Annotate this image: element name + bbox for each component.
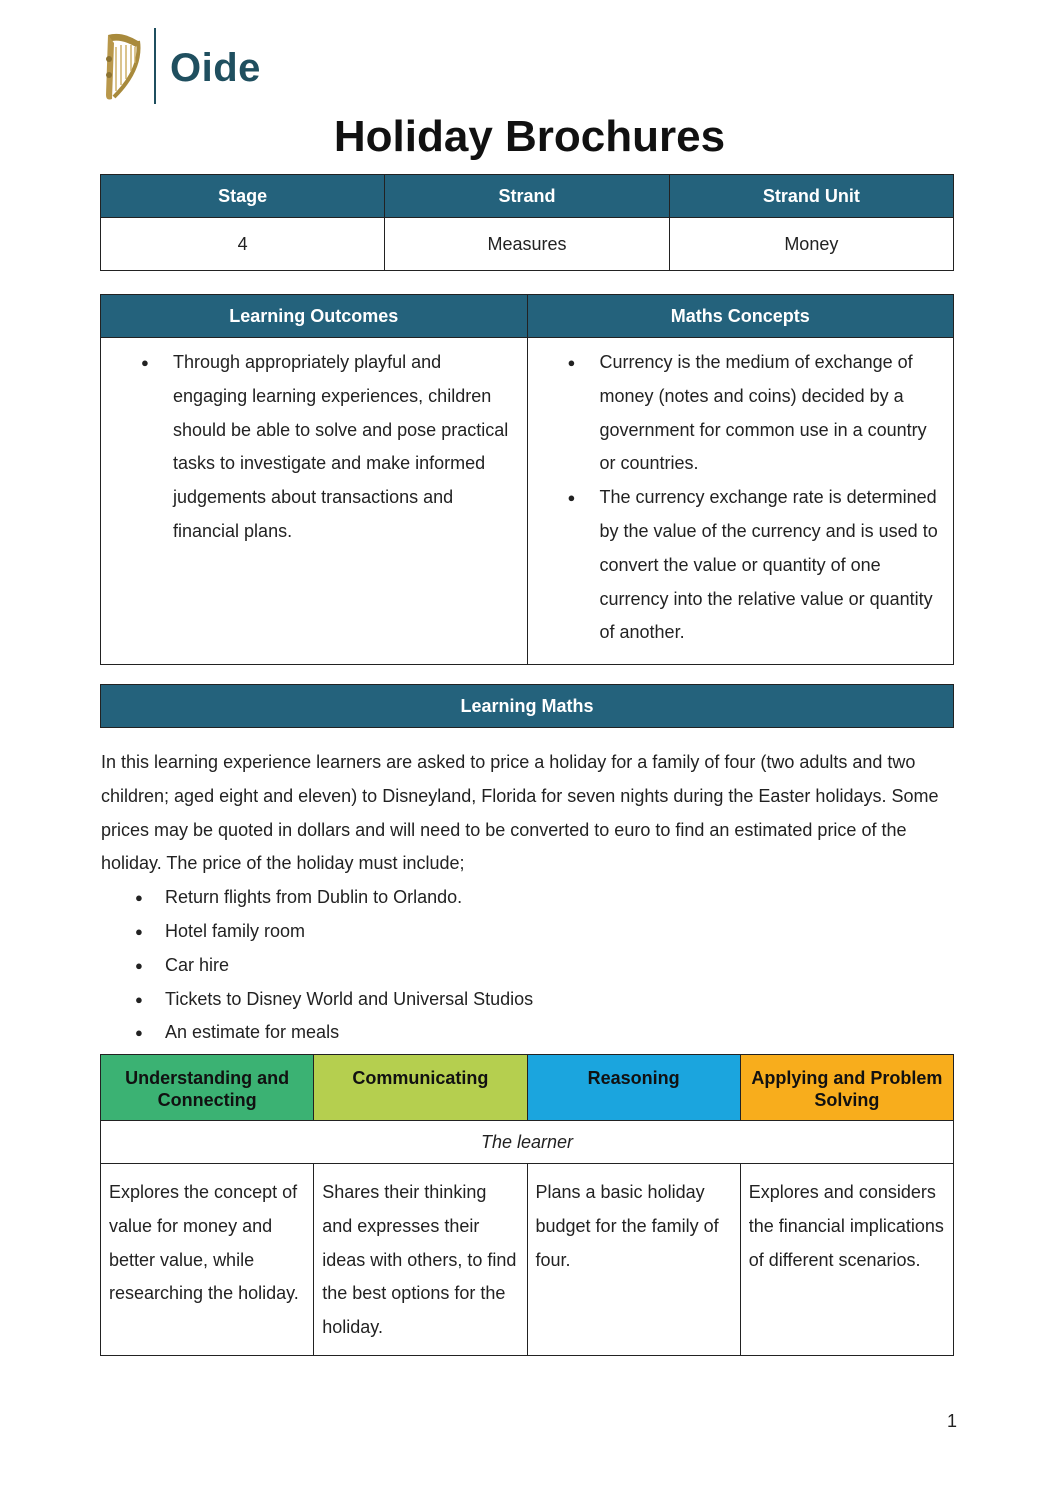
info-table [100, 174, 954, 271]
intro-paragraph: In this learning experience learners are asked to price a holiday for a family of four (two adults and two children; aged eight and eleven) to Disneyland, Florida for seven nights during the Easter holidays. Some prices may be quoted in dollars and will need to be converted to euro to find an estimated price of the holiday. The price of the holiday must include; [101, 752, 939, 874]
learning-maths-section [101, 746, 961, 1050]
page-title: Holiday Brochures [333, 112, 726, 161]
learning-outcomes-header: Learning Outcomes [101, 295, 528, 338]
learning-outcomes-cell [101, 338, 528, 665]
learning-maths-banner [100, 684, 954, 728]
stage-value: 4 [101, 218, 385, 271]
maths-concepts-cell [527, 338, 954, 665]
list-item: ● Hotel family room [101, 915, 961, 949]
list-item: ● Return flights from Dublin to Orlando. [101, 881, 961, 915]
oide-logo [100, 26, 261, 106]
list-item: ● Currency is the medium of exchange of money (notes and coins) decided by a government for common use in a country or countries. [538, 346, 944, 481]
outcomes-content-row [101, 338, 954, 665]
strand-unit-header: Strand Unit [669, 175, 953, 218]
outcomes-table [100, 294, 954, 665]
strand-value: Measures [385, 218, 669, 271]
harp-icon [100, 29, 144, 103]
applying-problem-solving-cell: Explores and considers the financial implications of different scenarios. [740, 1164, 953, 1356]
outcomes-list [111, 346, 517, 549]
stage-header: Stage [101, 175, 385, 218]
understanding-connecting-header: Understanding and Connecting [101, 1055, 314, 1121]
learner-subheader: The learner [101, 1121, 954, 1164]
learner-row [101, 1121, 954, 1164]
concepts-list [538, 346, 944, 650]
info-value-row [101, 218, 954, 271]
price-items-list [101, 881, 961, 1050]
communicating-header: Communicating [314, 1055, 527, 1121]
outcomes-header-row [101, 295, 954, 338]
page-number: 1 [946, 1411, 957, 1431]
strand-header: Strand [385, 175, 669, 218]
reasoning-cell: Plans a basic holiday budget for the family of four. [527, 1164, 740, 1356]
understanding-connecting-cell: Explores the concept of value for money and better value, while researching the holiday. [101, 1164, 314, 1356]
brand-name: Oide [170, 45, 261, 90]
reasoning-header: Reasoning [527, 1055, 740, 1121]
list-item: ● Through appropriately playful and engaging learning experiences, children should be able to solve and pose practical tasks to investigate and make informed judgements about transactions and financial plans. [111, 346, 517, 549]
list-item: ● Tickets to Disney World and Universal Studios [101, 983, 961, 1017]
info-header-row [101, 175, 954, 218]
list-item: ● An estimate for meals [101, 1016, 961, 1050]
elements-table [100, 1054, 954, 1356]
elements-header-row [101, 1055, 954, 1121]
communicating-cell: Shares their thinking and expresses their ideas with others, to find the best options for the holiday. [314, 1164, 527, 1356]
maths-concepts-header: Maths Concepts [527, 295, 954, 338]
applying-problem-solving-header: Applying and Problem Solving [740, 1055, 953, 1121]
logo-divider [154, 28, 156, 104]
list-item: ● The currency exchange rate is determined by the value of the currency and is used to convert the value or quantity of one currency into the relative value or quantity of another. [538, 481, 944, 650]
learning-maths-header: Learning Maths [101, 685, 954, 728]
list-item: ● Car hire [101, 949, 961, 983]
elements-content-row [101, 1164, 954, 1356]
strand-unit-value: Money [669, 218, 953, 271]
